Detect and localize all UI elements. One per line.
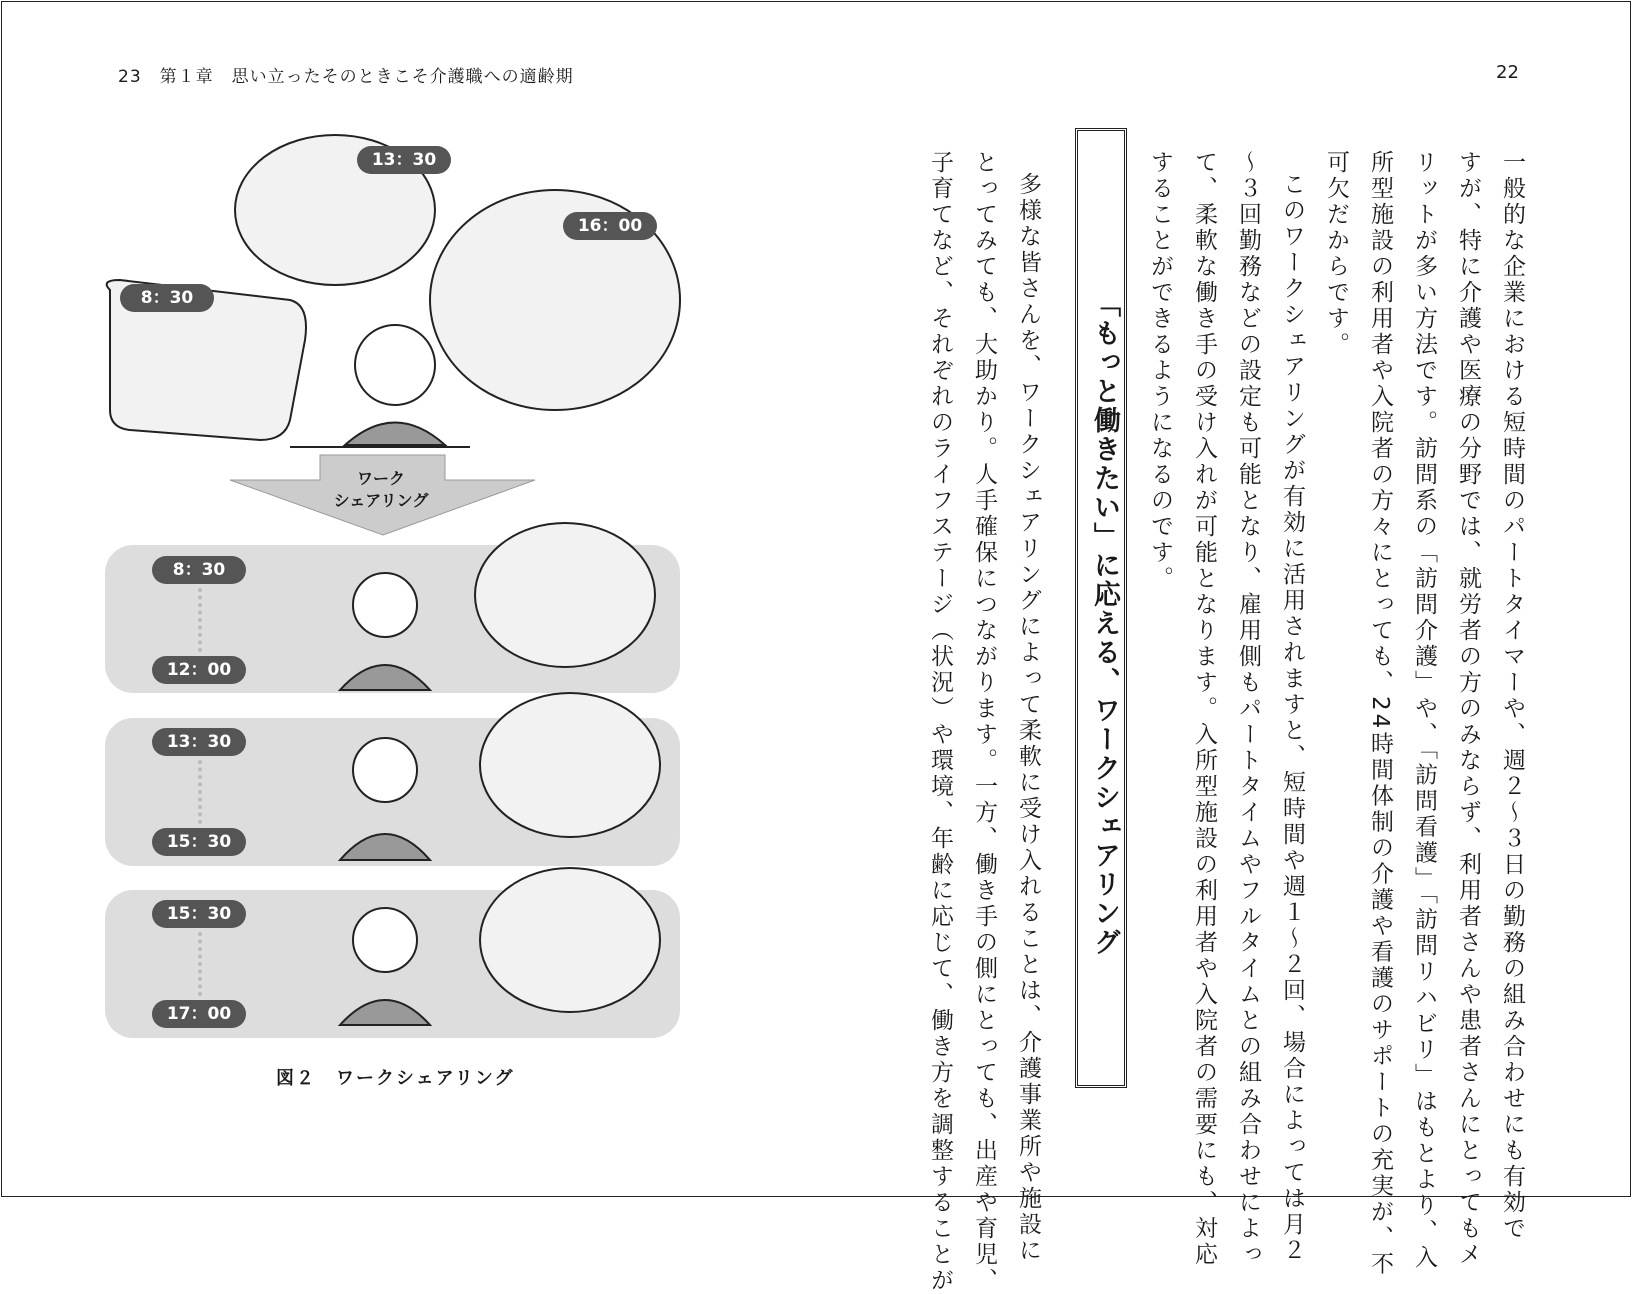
time-pill: 8：30 xyxy=(120,284,214,312)
worried-person-head xyxy=(355,325,435,405)
dotted-connector xyxy=(198,932,202,996)
text-column: て、柔軟な働き手の受け入れが可能となります。入所型施設の利用者や入院者の需要にも、対応 xyxy=(1191,150,1217,1268)
worried-person-body xyxy=(345,423,445,446)
scene-bubble-wheelchair xyxy=(480,693,660,837)
figure-caption: 図２ ワークシェアリング xyxy=(276,1068,515,1089)
text-column: 所型施設の利用者や入院者の方々にとっても、24時間体制の介護や看護のサポートの充実が、不 xyxy=(1367,150,1393,1278)
time-pill: 13：30 xyxy=(357,146,451,174)
text-column: リットが多い方法です。訪問系の「訪問介護」や、「訪問看護」「訪問リハビリ」はもとより、入 xyxy=(1411,150,1437,1271)
worker-figure-3 xyxy=(353,908,417,972)
scene-bubble-writing xyxy=(480,868,660,1012)
arrow-label xyxy=(318,468,444,512)
band-end-time: 15：30 xyxy=(152,828,246,856)
time-pill: 16：00 xyxy=(563,212,657,240)
running-header: 23 第１章 思い立ったそのときこそ介護職への適齢期 xyxy=(118,67,574,87)
text-column: することができるようになるのです。 xyxy=(1147,150,1173,592)
band-end-time: 12：00 xyxy=(152,656,246,684)
band-start-time: 8：30 xyxy=(152,556,246,584)
band-end-time: 17：00 xyxy=(152,1000,246,1028)
dotted-connector xyxy=(198,760,202,824)
scene-bubble-meal xyxy=(475,523,655,667)
page-number: 22 xyxy=(1496,62,1519,83)
text-column: 〜３回勤務などの設定も可能となり、雇用側もパートタイムやフルタイムとの組み合わせによっ xyxy=(1235,150,1261,1268)
band-start-time: 15：30 xyxy=(152,900,246,928)
section-heading: 「もっと働きたい」に応える、ワークシェアリング xyxy=(1075,128,1127,1088)
text-column: とってみても、大助かり。人手確保につながります。一方、働き手の側にとっても、出産や育児、 xyxy=(971,150,997,1294)
worker-figure-2 xyxy=(353,738,417,802)
text-column: 可欠だからです。 xyxy=(1323,150,1349,358)
dotted-connector xyxy=(198,588,202,652)
worker-figure-1 xyxy=(353,573,417,637)
arrow-label-line1: ワーク xyxy=(356,469,405,488)
text-column: このワークシェアリングが有効に活用されますと、短時間や週１〜２回、場合によっては月２ xyxy=(1279,172,1305,1264)
band-start-time: 13：30 xyxy=(152,728,246,756)
text-column: 一般的な企業における短時間のパートタイマーや、週２〜３日の勤務の組み合わせにも有効で xyxy=(1499,150,1525,1242)
figure-illustration xyxy=(0,0,760,1200)
arrow-label-line2: シェアリング xyxy=(333,491,429,510)
text-column: すが、特に介護や医療の分野では、就労者の方のみならず、利用者さんや患者さんにとってもメ xyxy=(1455,150,1481,1268)
text-column: 子育てなど、それぞれのライフステージ（状況）や環境、年齢に応じて、働き方を調整することが xyxy=(927,150,953,1294)
text-column: 多様な皆さんを、ワークシェアリングによって柔軟に受け入れることは、介護事業所や施設に xyxy=(1015,172,1041,1264)
